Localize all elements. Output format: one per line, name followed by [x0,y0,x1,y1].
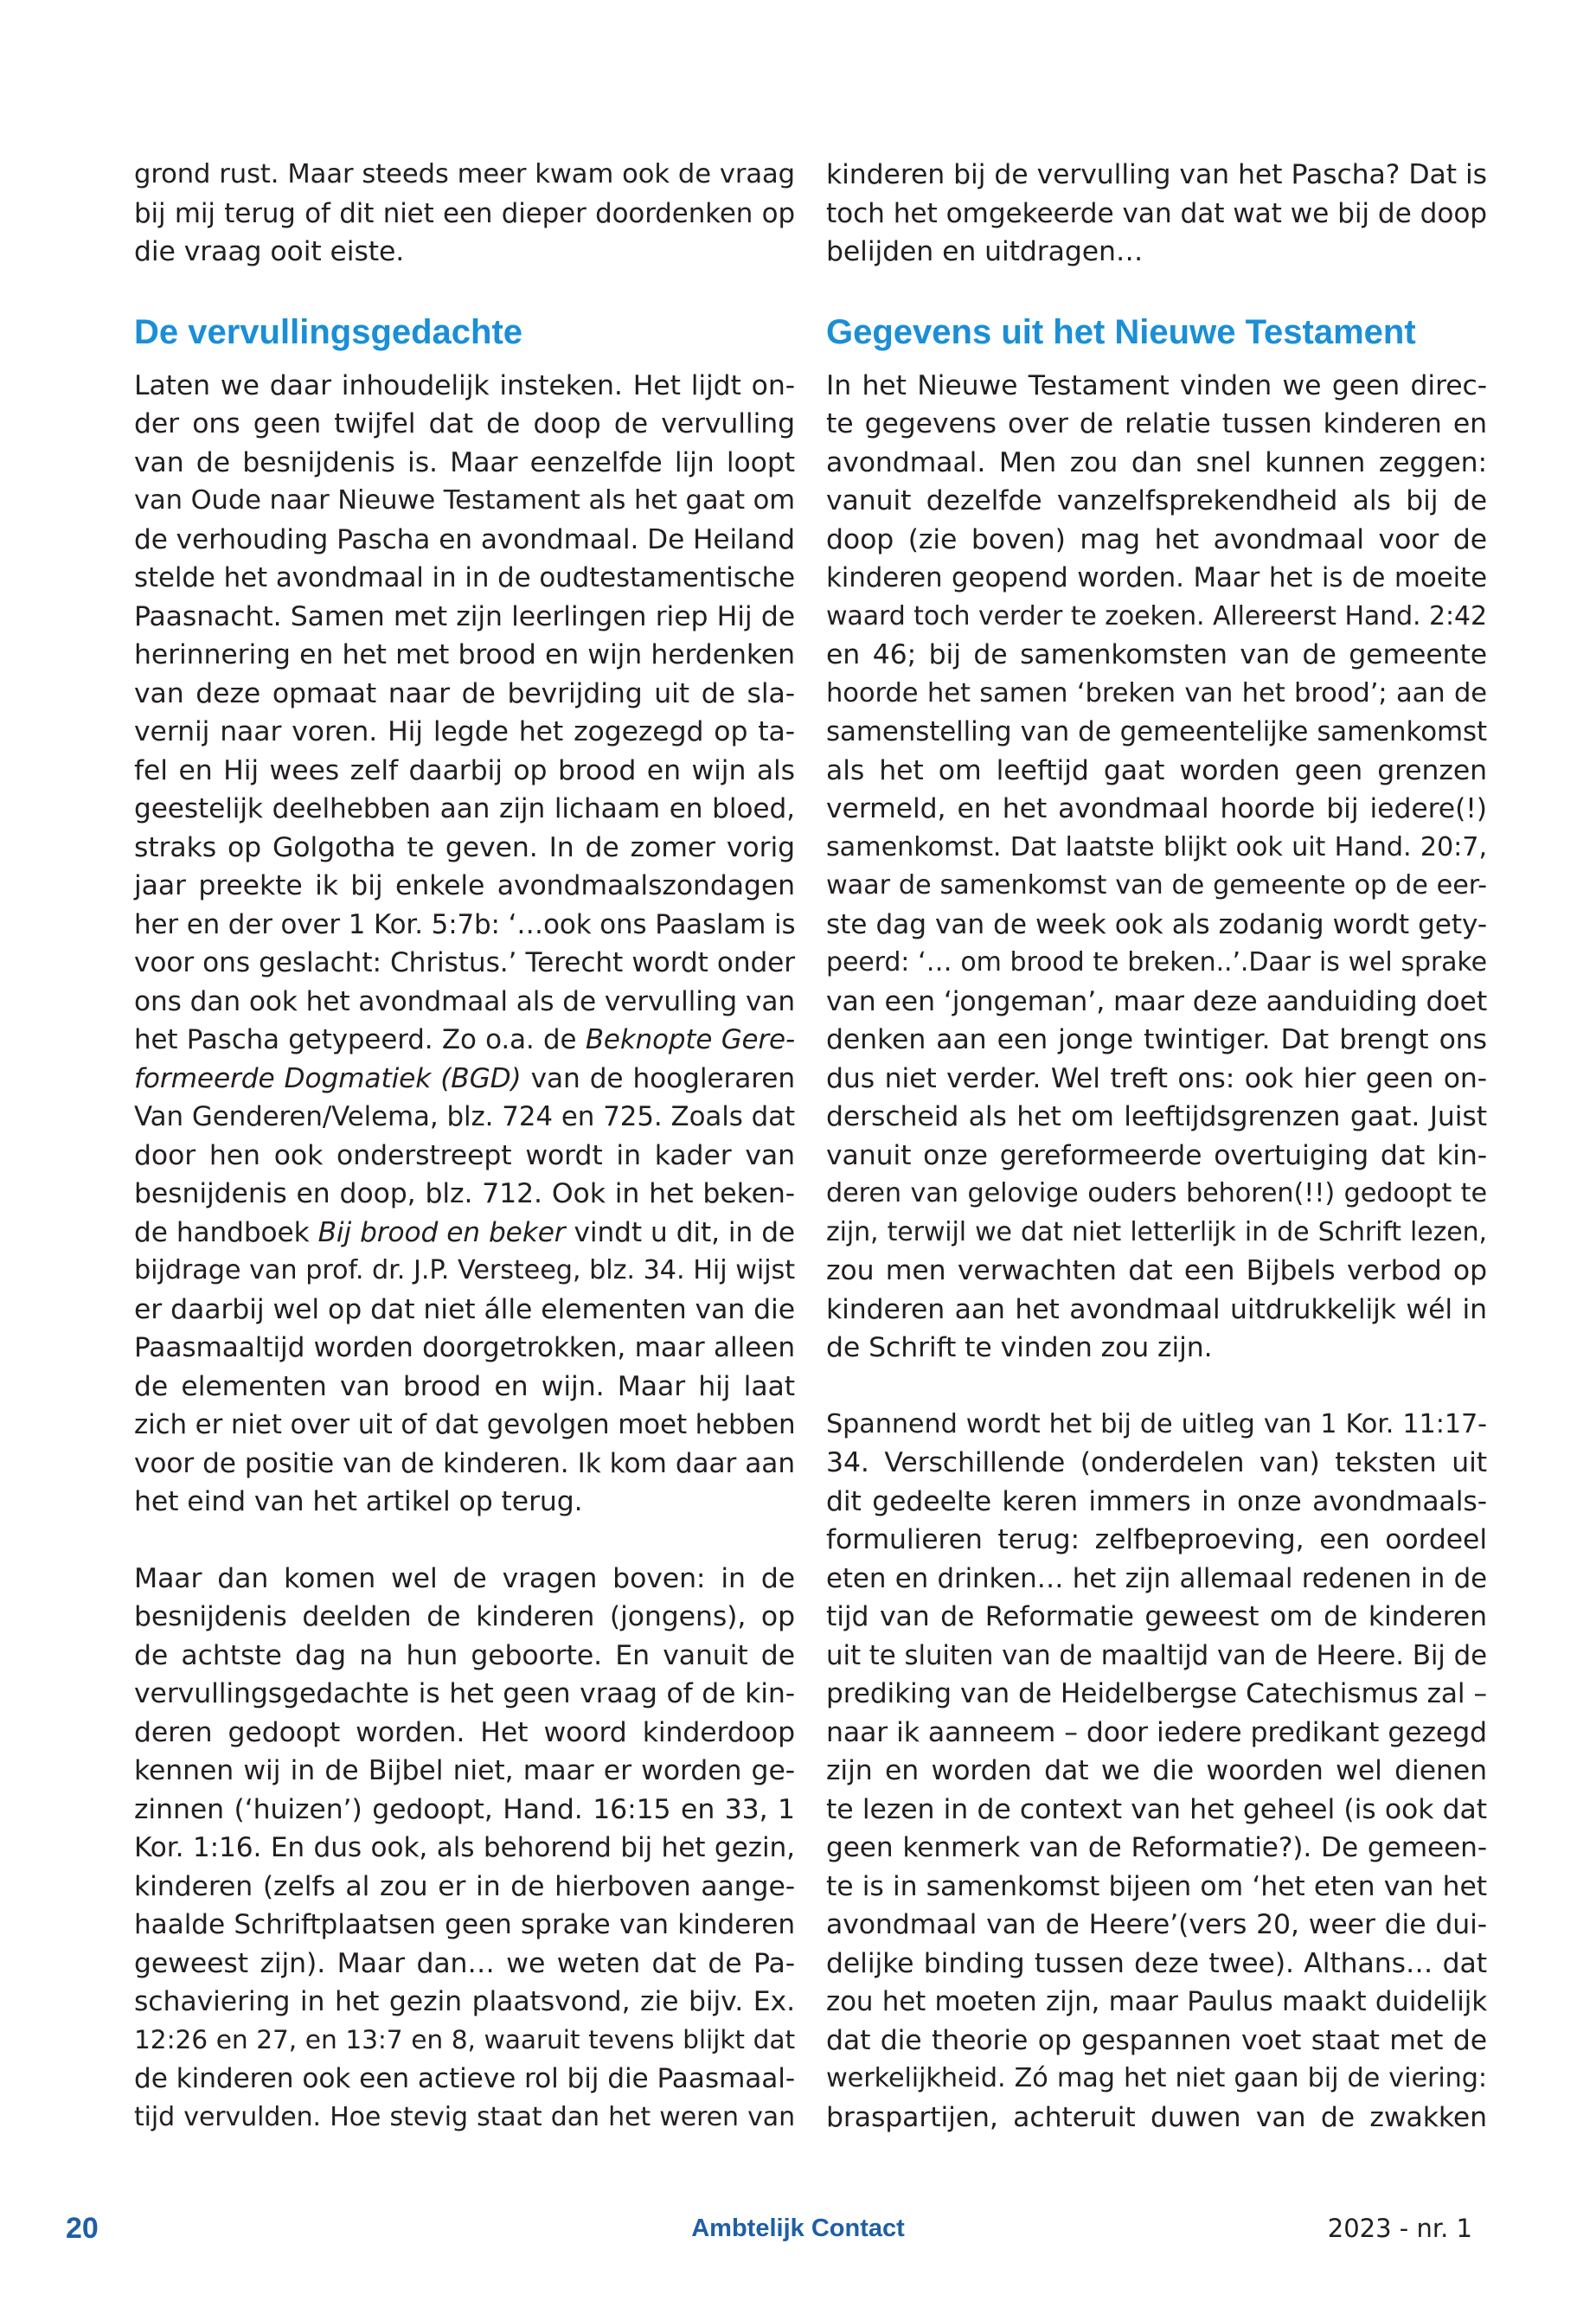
text-line: zijn en worden dat we die woorden wel dienen [826,1755,1487,1786]
text-line: het eind van het artikel op terug. [134,1486,583,1517]
text-line: te gegevens over de relatie tussen kinderen en [826,408,1487,439]
magazine-title: Ambtelijk Contact [691,2214,905,2242]
text-line: samenkomst. Dat laatste blijkt ook uit Hand. 20:7, [826,831,1487,862]
text-line: delijke binding tussen deze twee). Althans… dat [826,1947,1487,1979]
text-line: van een ‘jongeman’, maar deze aanduiding doet [826,985,1488,1017]
text-line: te is in samenkomst bijeen om ‘het eten van het [826,1870,1487,1902]
text-line: de handboek Bij brood en beker vindt u dit, in de [134,1216,795,1248]
text-line: denken aan een jonge twintiger. Dat brengt ons [826,1024,1487,1055]
text-line: hoorde het samen ‘breken van het brood’; aan de [826,677,1487,708]
issue-number: 2023 - nr. 1 [1327,2214,1472,2243]
text-line: er daarbij wel op dat niet álle elementen van die [134,1293,795,1325]
text-line: zou men verwachten dat een Bijbels verbod op [826,1255,1487,1286]
text-line: 34. Verschillende (onderdelen van) teksten uit [826,1447,1487,1478]
text-line: vernij naar voren. Hij legde het zogezegd op ta- [134,716,795,747]
text-line: Laten we daar inhoudelijk insteken. Het lijdt on- [134,369,795,401]
text-line: formulieren terug: zelfbeproeving, een oordeel [826,1524,1487,1555]
text-line: de verhouding Pascha en avondmaal. De Heiland [134,523,795,555]
text-line: zinnen (‘huizen’) gedoopt, Hand. 16:15 en 33, 1 [134,1793,795,1825]
text-line: de Schrift te vinden zou zijn. [826,1332,1213,1363]
text-line: door hen ook onderstreept wordt in kader van [134,1139,795,1171]
text-line: dus niet verder. Wel treft ons: ook hier geen on- [826,1062,1487,1094]
italic-book-title: Beknopte Gere- [585,1024,795,1055]
text-line: te lezen in de context van het geheel (is ook dat [826,1793,1487,1825]
text-line: bijdrage van prof. dr. J.P. Versteeg, blz. 34. Hij wijst [134,1255,795,1285]
text-line: braspartijen, achteruit duwen van de zwakken [826,2101,1487,2133]
text-line: schaviering in het gezin plaatsvond, zie bijv. Ex. [134,1986,795,2017]
text-line: kinderen geopend worden. Maar het is de moeite [826,562,1487,593]
text-line: Van Genderen/Velema, blz. 724 en 725. Zoals dat [134,1101,795,1132]
text-line: voor ons geslacht: Christus.’ Terecht wordt onder [134,947,795,978]
text-line: dat die theorie op gespannen voet staat met de [826,2024,1487,2056]
right-column [826,156,1487,2137]
text-line: waard toch verder te zoeken. Allereerst Hand. 2:42 [826,600,1487,631]
text-line: ste dag van de week ook als zodanig wordt gety- [826,908,1487,940]
left-paragraph-1 [134,367,795,1522]
text-line: toch het omgekeerde van dat wat we bij de doop [826,197,1487,229]
text-line: ons dan ook het avondmaal als de vervulling van [134,985,795,1017]
text-line: herinnering en het met brood en wijn herdenken [134,639,795,670]
text-line: en 46; bij de samenkomsten van de gemeente [826,639,1487,670]
text-line: kennen wij in de Bijbel niet, maar er worden ge- [134,1755,795,1786]
text-line: avondmaal van de Heere’(vers 20, weer die dui- [826,1909,1487,1940]
text-line: de achtste dag na hun geboorte. En vanuit de [134,1639,795,1671]
page-number: 20 [66,2212,99,2245]
text-line: besnijdenis en doop, blz. 712. Ook in het beken- [134,1178,795,1209]
text-line: het Pascha getypeerd. Zo o.a. de Beknopte Gere- [134,1024,795,1055]
text-line: peerd: ‘… om brood te breken..’.Daar is wel sprake [826,947,1487,977]
text-line: zou het moeten zijn, maar Paulus maakt duidelijk [826,1986,1487,2017]
text-line: werkelijkheid. Zó mag het niet gaan bij de viering: [826,2063,1487,2093]
heading-vervullingsgedachte: De vervullingsgedachte [134,312,523,351]
text-line: stelde het avondmaal in in de oudtestamentische [134,562,795,593]
text-line: grond rust. Maar steeds meer kwam ook de vraag [134,159,795,189]
text-line: zijn, terwijl we dat niet letterlijk in de Schrift lezen, [826,1216,1487,1247]
right-paragraph-1 [826,367,1487,1368]
text-line: uit te sluiten van de maaltijd van de Heere. Bij de [826,1639,1487,1671]
text-line: derscheid als het om leeftijdsgrenzen gaat. Juist [826,1101,1487,1132]
text-line: geweest zijn). Maar dan… we weten dat de Pa- [134,1947,795,1979]
text-line: geestelijk deelhebben aan zijn lichaam en bloed, [134,793,795,824]
heading-gegevens-nieuwe-testament: Gegevens uit het Nieuwe Testament [826,312,1416,351]
text-line: de kinderen ook een actieve rol bij die Paasmaal- [134,2063,795,2094]
text-line: van deze opmaat naar de bevrijding uit de sla- [134,677,795,709]
text-line: avondmaal. Men zou dan snel kunnen zeggen: [826,446,1487,478]
left-paragraph-2 [134,1560,795,2138]
text-line: geen kenmerk van de Reformatie?). De gemeen- [826,1832,1487,1863]
text-line: tijd van de Reformatie geweest om de kinderen [826,1601,1487,1632]
left-intro-paragraph [134,156,795,272]
text-line: van Oude naar Nieuwe Testament als het gaat om [134,485,795,516]
text-line: samenstelling van de gemeentelijke samenkomst [826,716,1487,747]
text-line: straks op Golgotha te geven. In de zomer vorig [134,831,795,863]
text-line: 12:26 en 27, en 13:7 en 8, waaruit tevens blijkt dat [134,2024,795,2055]
text-line: der ons geen twijfel dat de doop de vervulling [134,408,795,439]
text-line: Maar dan komen wel de vragen boven: in de [134,1562,795,1594]
text-line: deren van gelovige ouders behoren(!!) gedoopt te [826,1178,1487,1208]
text-line: voor de positie van de kinderen. Ik kom daar aan [134,1447,795,1479]
text-line: deren gedoopt worden. Het woord kinderdoop [134,1716,795,1748]
text-line: prediking van de Heidelbergse Catechismus zal – [826,1678,1487,1709]
right-intro-paragraph [826,156,1487,272]
text-line: jaar preekte ik bij enkele avondmaalszondagen [134,870,795,901]
text-line: dit gedeelte keren immers in onze avondmaals- [826,1485,1487,1517]
text-line: waar de samenkomst van de gemeente op de eer- [826,870,1487,901]
italic-book-title: Bij brood en beker [317,1216,566,1248]
text-line: tijd vervulden. Hoe stevig staat dan het weren van [134,2101,795,2132]
text-line: kinderen bij de vervulling van het Pascha? Dat is [826,159,1487,190]
text-line: formeerde Dogmatiek (BGD) van de hoogleraren [134,1062,795,1094]
italic-book-title: formeerde Dogmatiek (BGD) [134,1062,522,1094]
text-line: eten en drinken… het zijn allemaal redenen in de [826,1562,1487,1594]
text-line: haalde Schriftplaatsen geen sprake van kinderen [134,1909,795,1940]
text-line: vanuit onze gereformeerde overtuiging dat kin- [826,1139,1487,1171]
text-line: Paasnacht. Samen met zijn leerlingen riep Hij de [134,600,795,632]
text-line: her en der over 1 Kor. 5:7b: ‘…ook ons Paaslam is [134,908,796,940]
text-line: als het om leeftijd gaat worden geen grenzen [826,754,1487,786]
text-line: In het Nieuwe Testament vinden we geen direc- [826,369,1487,401]
text-line: vervullingsgedachte is het geen vraag of de kin- [134,1678,795,1709]
text-line: vermeld, en het avondmaal hoorde bij iedere(!) [826,793,1487,824]
text-line: bij mij terug of dit niet een dieper doordenken op [134,197,795,229]
right-paragraph-2 [826,1406,1487,2138]
text-line: doop (zie boven) mag het avondmaal voor de [826,523,1487,555]
text-line: zich er niet over uit of dat gevolgen moet hebben [134,1409,796,1440]
text-line: Spannend wordt het bij de uitleg van 1 Kor. 11:17- [826,1408,1487,1439]
text-line: de elementen van brood en wijn. Maar hij laat [134,1370,795,1402]
text-line: kinderen (zelfs al zou er in de hierboven aange- [134,1870,795,1902]
text-line: kinderen aan het avondmaal uitdrukkelijk wél in [826,1293,1487,1325]
text-line: Kor. 1:16. En dus ook, als behorend bij het gezin, [134,1832,795,1863]
text-line: fel en Hij wees zelf daarbij op brood en wijn als [134,754,795,786]
text-line: die vraag ooit eiste. [134,236,405,267]
text-line: van de besnijdenis is. Maar eenzelfde lijn loopt [134,446,795,478]
left-column [134,156,795,2137]
text-line: naar ik aanneem – door iedere predikant gezegd [826,1716,1487,1748]
text-line: vanuit dezelfde vanzelfsprekendheid als bij de [826,485,1487,516]
text-line: besnijdenis deelden de kinderen (jongens), op [134,1601,795,1632]
text-line: belijden en uitdragen… [826,236,1144,267]
text-line: Paasmaaltijd worden doorgetrokken, maar alleen [134,1332,795,1363]
